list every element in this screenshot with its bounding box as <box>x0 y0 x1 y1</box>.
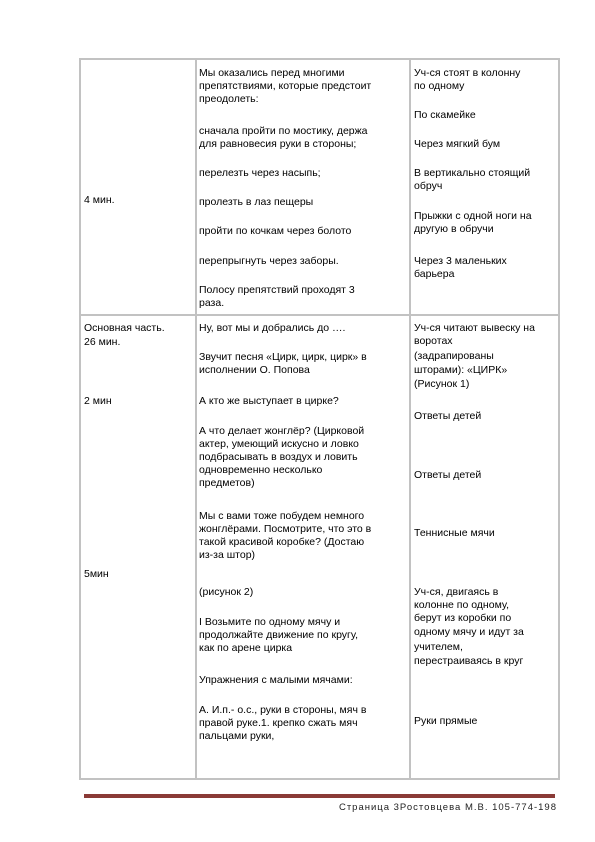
student-text: Через 3 маленьких <box>414 255 507 267</box>
teacher-text: подбрасывать в воздух и ловить <box>199 451 358 463</box>
time-label: 5мин <box>84 568 109 580</box>
time-label: 2 мин <box>84 395 112 407</box>
teacher-text: Звучит песня «Цирк, цирк, цирк» в <box>199 351 367 363</box>
teacher-text: Мы с вами тоже побудем немного <box>199 510 365 522</box>
column-divider-1 <box>195 58 197 780</box>
teacher-text: для равновесия руки в стороны; <box>199 138 357 150</box>
student-text: воротах <box>414 335 453 347</box>
student-text: По скамейке <box>414 109 476 121</box>
student-text: одному мячу и идут за <box>414 626 524 638</box>
teacher-text: препятствиями, которые предстоит <box>199 80 372 92</box>
student-text: перестраиваясь в круг <box>414 655 524 667</box>
teacher-text: Ну, вот мы и добрались до …. <box>199 322 346 334</box>
student-text: обруч <box>414 180 443 192</box>
teacher-text: Полосу препятствий проходят 3 <box>199 284 355 296</box>
row-divider <box>79 314 560 316</box>
table-top-border <box>79 58 560 60</box>
student-text: барьера <box>414 268 455 280</box>
teacher-text: перепрыгнуть через заборы. <box>199 255 339 267</box>
teacher-text: (рисунок 2) <box>199 586 254 598</box>
student-text: шторами): «ЦИРК» <box>414 364 508 376</box>
teacher-text: пальцами руки, <box>199 730 275 742</box>
student-text: другую в обручи <box>414 223 494 235</box>
student-text: Ответы детей <box>414 410 482 422</box>
student-text: Уч-ся читают вывеску на <box>414 322 535 334</box>
student-text: Теннисные мячи <box>414 527 495 539</box>
student-text: учителем, <box>414 641 463 653</box>
student-text: В вертикально стоящий <box>414 167 531 179</box>
time-label: 4 мин. <box>84 194 115 206</box>
teacher-text: преодолеть: <box>199 93 259 105</box>
teacher-text: правой руке.1. крепко сжать мяч <box>199 717 358 729</box>
teacher-text: А. И.п.- о.с., руки в стороны, мяч в <box>199 704 367 716</box>
teacher-text: одновременно несколько <box>199 464 323 476</box>
footer-text: Страница 3Ростовцева М.В. 105-774-198 <box>338 802 557 813</box>
table-left-border <box>79 58 81 780</box>
teacher-text: раза. <box>199 297 225 309</box>
student-text: Через мягкий бум <box>414 138 501 150</box>
table-right-border <box>558 58 560 780</box>
teacher-text: сначала пройти по мостику, держа <box>199 125 368 137</box>
student-text: (задрапированы <box>414 350 494 362</box>
student-text: Уч-ся, двигаясь в <box>414 586 499 598</box>
student-text: по одному <box>414 80 465 92</box>
student-text: Ответы детей <box>414 469 482 481</box>
teacher-text: такой красивой коробке? (Достаю <box>199 536 365 548</box>
student-text: Прыжки с одной ноги на <box>414 210 532 222</box>
teacher-text: жонглёрами. Посмотрите, что это в <box>199 523 372 535</box>
footer-bar <box>84 794 555 798</box>
student-text: (Рисунок 1) <box>414 378 470 390</box>
table-bottom-border <box>79 778 560 780</box>
student-text: Руки прямые <box>414 715 478 727</box>
teacher-text: из-за штор) <box>199 549 256 561</box>
teacher-text: перелезть через насыпь; <box>199 167 321 179</box>
teacher-text: А что делает жонглёр? (Цирковой <box>199 425 365 437</box>
teacher-text: I Возьмите по одному мячу и <box>199 616 341 628</box>
teacher-text: пройти по кочкам через болото <box>199 225 352 237</box>
teacher-text: А кто же выступает в цирке? <box>199 395 339 407</box>
teacher-text: Мы оказались перед многими <box>199 67 345 79</box>
teacher-text: предметов) <box>199 477 255 489</box>
teacher-text: исполнении О. Попова <box>199 364 310 376</box>
student-text: Уч-ся стоят в колонну <box>414 67 521 79</box>
student-text: берут из коробки по <box>414 612 512 624</box>
time-label: 26 мин. <box>84 336 121 348</box>
teacher-text: пролезть в лаз пещеры <box>199 196 314 208</box>
teacher-text: актер, умеющий искусно и ловко <box>199 438 359 450</box>
column-divider-2 <box>409 58 411 780</box>
student-text: колонне по одному, <box>414 599 510 611</box>
section-title: Основная часть. <box>84 322 165 334</box>
teacher-text: Упражнения с малыми мячами: <box>199 674 353 686</box>
teacher-text: продолжайте движение по кругу, <box>199 629 358 641</box>
teacher-text: как по арене цирка <box>199 642 293 654</box>
